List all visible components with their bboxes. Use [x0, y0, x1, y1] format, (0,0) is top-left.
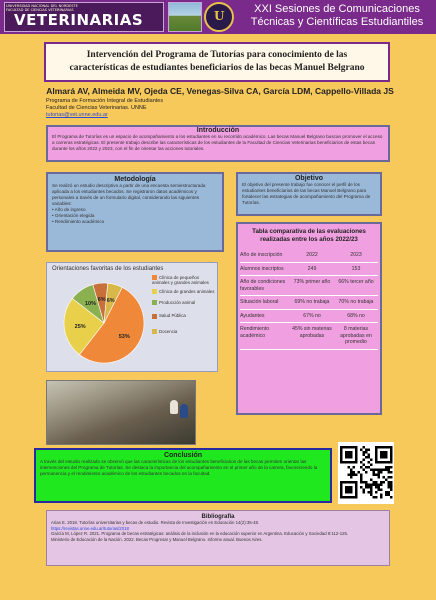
conclusion-box [34, 448, 332, 503]
table-cell-2022: 45% sin materias aprobadas [292, 326, 332, 339]
qr-module [383, 469, 386, 472]
table-row-label: Situación laboral [240, 299, 279, 305]
table-cell-2023: 66% tercer año [338, 279, 374, 285]
photo-person-shape [180, 404, 188, 418]
qr-module [375, 491, 378, 494]
pie-legend-label: Docencia [159, 328, 178, 334]
table-row [240, 296, 378, 309]
qr-module [360, 449, 363, 452]
qr-module [385, 491, 388, 494]
qr-module [350, 471, 353, 474]
qr-module [373, 469, 376, 472]
qr-module [368, 484, 371, 487]
qr-module [365, 451, 368, 454]
comparison-table [240, 249, 378, 350]
qr-module [370, 489, 373, 492]
pie-legend-item [152, 313, 216, 318]
poster-title-line-1: Intervención del Programa de Tutorías para conocimiento de las [86, 50, 348, 60]
bibliography-box [46, 510, 390, 566]
qr-module [365, 481, 368, 484]
qr-module [378, 469, 381, 472]
qr-module [375, 481, 378, 484]
qr-module [350, 469, 353, 472]
qr-module [378, 471, 381, 474]
qr-module [373, 496, 376, 499]
qr-module [373, 471, 376, 474]
bibliography-ref: García M, López R. 2021. Programa de becas estratégicas: análisis de la inclusión en la educación superior en Argentina. Educación y Sociedad 9:112-125. [51, 531, 349, 537]
qr-module [388, 466, 391, 469]
campus-photo [168, 2, 202, 32]
qr-module [375, 469, 378, 472]
qr-module [378, 474, 381, 477]
objective-box [236, 172, 382, 216]
bibliography-link[interactable]: https://revistas.unne.edu.ar/tutorias/2018 [51, 525, 129, 531]
qr-module [365, 466, 368, 469]
qr-module [363, 464, 366, 467]
table-cell-2022: 73% primer año [293, 279, 331, 285]
methodology-item: • Rendimiento académico [52, 219, 105, 224]
qr-module [363, 469, 366, 472]
pie-legend-item [152, 289, 216, 294]
objective-title: Objetivo [294, 175, 323, 182]
qr-module [380, 496, 383, 499]
qr-module [375, 474, 378, 477]
table-row-label: Rendimiento académico [240, 326, 270, 339]
table-cell-2022: 2022 [306, 252, 318, 258]
authors: Almará AV, Almeida MV, Ojeda CE, Venegas-Silva CA, García LDM, Cappello-Villada JS [46, 86, 394, 96]
table-cell-2022: 249 [307, 265, 317, 272]
qr-module [350, 476, 353, 479]
qr-code-pattern [338, 442, 394, 504]
objective-text: El objetivo del presente trabajo fue conocer el perfil de los estudiantes beneficiarios de las becas Manuel Belgrano para fortalecer las estrategias de acompañamiento del Programa de Tutorías. [242, 182, 371, 205]
qr-module [373, 474, 376, 477]
qr-module [368, 449, 371, 452]
university-seal-letter: U [214, 9, 225, 23]
pie-legend-label: Salud Pública [159, 313, 186, 319]
qr-module [363, 451, 366, 454]
table-cell-2023: 8 materias aprobadas en promedio [340, 326, 372, 345]
pie-legend-item [152, 275, 216, 286]
qr-module [368, 491, 371, 494]
table-row-label: Año de inscripción [240, 252, 283, 258]
qr-module [380, 494, 383, 497]
pie-legend-swatch [152, 329, 157, 334]
table-row [240, 263, 378, 276]
qr-module [378, 484, 381, 487]
intro-title: Introducción [196, 127, 240, 134]
table-cell-2023: 68% no [347, 312, 365, 319]
qr-module [388, 471, 391, 474]
qr-module [373, 484, 376, 487]
qr-code[interactable] [338, 442, 394, 504]
event-title-line-1: XXI Sesiones de Comunicaciones [254, 3, 420, 15]
qr-module [363, 454, 366, 457]
table-cell-2023: 153 [351, 265, 361, 272]
qr-module [385, 494, 388, 497]
qr-finder-module [345, 486, 353, 494]
qr-module [358, 471, 361, 474]
intro-box [46, 125, 390, 162]
qr-module [370, 479, 373, 482]
intro-text: El Programa de Tutorías es un espacio de acompañamiento a los estudiantes en su recorrido académico. Las becas Manuel Belgrano buscan promover el acceso a carreras estratégicas. El presente trabajo describe las características de los estudiantes de la Facultad de Ciencias Veterinarias beneficiarios de estas becas durante los años 2022 y 2023, con el fin de orientar las acciones tutoriales. [52, 134, 383, 151]
qr-module [365, 456, 368, 459]
qr-module [353, 474, 356, 477]
faculty-logo-wordmark: VETERINARIAS [14, 11, 144, 29]
qr-module [363, 491, 366, 494]
pie-slice-label: 6% [97, 297, 106, 304]
faculty-logo-caption: UNIVERSIDAD NACIONAL DEL NORDESTE FACULTAD DE CIENCIAS VETERINARIAS [6, 4, 78, 12]
qr-module [365, 484, 368, 487]
qr-module [365, 471, 368, 474]
qr-module [363, 489, 366, 492]
pie-slice-label: 10% [85, 301, 97, 308]
qr-module [390, 489, 393, 492]
pie-legend-item [152, 329, 216, 334]
qr-module [385, 466, 388, 469]
photo-person [180, 404, 188, 418]
table-cell-2022: 69% no trabaja [294, 299, 330, 305]
pie-legend [152, 275, 216, 334]
qr-module [350, 474, 353, 477]
qr-module [353, 471, 356, 474]
qr-module [380, 471, 383, 474]
qr-module [388, 491, 391, 494]
qr-module [385, 479, 388, 482]
table-header-row [240, 249, 378, 262]
affiliation-program: Programa de Formación Integral de Estudiantes [46, 98, 164, 104]
qr-module [375, 496, 378, 499]
qr-module [388, 481, 391, 484]
pie-slice-label: 53% [118, 333, 130, 340]
table-title: Tabla comparativa de las evaluaciones realizadas entre los años 2022/23 [252, 228, 366, 243]
qr-module [380, 489, 383, 492]
pie-legend-swatch [152, 314, 157, 319]
qr-module [348, 474, 351, 477]
qr-module [375, 484, 378, 487]
table-row [240, 323, 378, 349]
methodology-item: • Año de ingreso [52, 207, 86, 212]
qr-module [363, 481, 366, 484]
qr-module [390, 496, 393, 499]
methodology-box [46, 172, 224, 252]
qr-module [360, 476, 363, 479]
pie-slice-label: 6% [106, 297, 115, 304]
qr-module [365, 449, 368, 452]
qr-module [388, 486, 391, 489]
qr-module [355, 474, 358, 477]
table-cell-2023: 2023 [350, 252, 362, 258]
photo-person [170, 400, 178, 414]
table-row [240, 310, 378, 323]
qr-module [368, 456, 371, 459]
pie-legend-label: Clínica de pequeños animales y grandes animales [152, 275, 209, 286]
qr-module [365, 486, 368, 489]
photo-person-shape [170, 400, 178, 414]
qr-module [370, 494, 373, 497]
qr-module [370, 469, 373, 472]
qr-module [378, 476, 381, 479]
table-row-label: Ayudantes [240, 312, 265, 319]
poster-title-line-2: características de estudiantes beneficiarios de las becas Manuel Belgrano [69, 63, 365, 73]
qr-module [370, 486, 373, 489]
methodology-item: • Orientación elegida [52, 213, 95, 218]
bibliography-title: Bibliografía [201, 514, 235, 520]
conclusion-title: Conclusión [163, 452, 203, 459]
table-cell-2022: 67% no [303, 312, 321, 319]
qr-module [383, 481, 386, 484]
methodology-text: Se realizó un estudio descriptivo a partir de una encuesta semiestructurada aplicada a los estudiantes becados. Se registraron datos académicos y personales a través de un formulario digital, considerando las siguientes variables: [52, 183, 206, 206]
qr-module [360, 481, 363, 484]
qr-module [368, 461, 371, 464]
qr-module [385, 469, 388, 472]
table-row-label: Año de condiciones favorables [240, 279, 286, 292]
pie-legend-label: Producción animal [159, 299, 196, 305]
qr-module [363, 446, 366, 449]
qr-module [348, 466, 351, 469]
qr-module [390, 481, 393, 484]
qr-module [380, 469, 383, 472]
affiliation-faculty: Facultad de Ciencias Veterinarias. UNNE [46, 105, 147, 111]
affiliation [46, 98, 163, 119]
table-divider [240, 349, 378, 350]
qr-module [360, 486, 363, 489]
bibliography-ref: Arias E. 2018. Tutorías universitarias y becas de estudio. Revista de Investigación en Educación 14(2):35-48. [51, 520, 260, 525]
qr-module [390, 484, 393, 487]
qr-module [388, 484, 391, 487]
qr-module [370, 491, 373, 494]
pie-legend-swatch [152, 289, 157, 294]
qr-module [360, 466, 363, 469]
qr-module [353, 466, 356, 469]
methodology-title: Metodología [114, 176, 156, 183]
qr-module [370, 484, 373, 487]
qr-module [370, 464, 373, 467]
qr-module [388, 494, 391, 497]
qr-finder-module [380, 451, 388, 459]
qr-module [368, 454, 371, 457]
pie-chart [56, 280, 152, 366]
qr-module [380, 481, 383, 484]
table-cell-2023: 70% no trabaja [338, 299, 374, 305]
pie-slice-label: 25% [74, 324, 86, 331]
qr-module [378, 489, 381, 492]
conclusion-text: A través del estudio realizado se observó que las características de los estudiantes beneficiarios de las becas permiten orientar las intervenciones del Programa de Tutorías. Se destaca la importancia del acompañamiento en el primer año de la carrera, favoreciendo la permanencia y el rendimiento académico de los estudiantes becados en la facultad. [40, 459, 318, 476]
qr-module [360, 479, 363, 482]
pie-legend-swatch [152, 300, 157, 305]
table-row [240, 276, 378, 295]
event-title [240, 3, 434, 29]
qr-module [390, 486, 393, 489]
qr-module [368, 486, 371, 489]
qr-module [360, 474, 363, 477]
qr-finder-module [345, 451, 353, 459]
qr-module [378, 486, 381, 489]
qr-module [368, 466, 371, 469]
poster-title [44, 42, 390, 82]
affiliation-email[interactable]: tutorias@vet.unne.edu.ar [46, 112, 108, 118]
pie-legend-label: Clínica de grandes animales [159, 288, 215, 294]
bibliography-ref: Ministerio de Educación de la Nación. 2022. Becas Progresar y Manuel Belgrano. Informe anual. Buenos Aires. [51, 536, 263, 542]
qr-module [390, 471, 393, 474]
qr-module [363, 459, 366, 462]
table-row-label: Alumnos inscriptos [240, 265, 284, 272]
event-title-line-2: Técnicas y Científicas Estudiantiles [250, 16, 424, 28]
chart-title: Orientaciones favoritas de los estudiantes [52, 266, 164, 272]
qr-module [383, 476, 386, 479]
qr-module [388, 469, 391, 472]
qr-module [373, 481, 376, 484]
qr-module [390, 466, 393, 469]
qr-module [375, 486, 378, 489]
qr-module [370, 459, 373, 462]
pie-legend-item [152, 300, 216, 305]
qr-module [380, 484, 383, 487]
qr-module [390, 476, 393, 479]
qr-module [388, 476, 391, 479]
qr-module [360, 461, 363, 464]
